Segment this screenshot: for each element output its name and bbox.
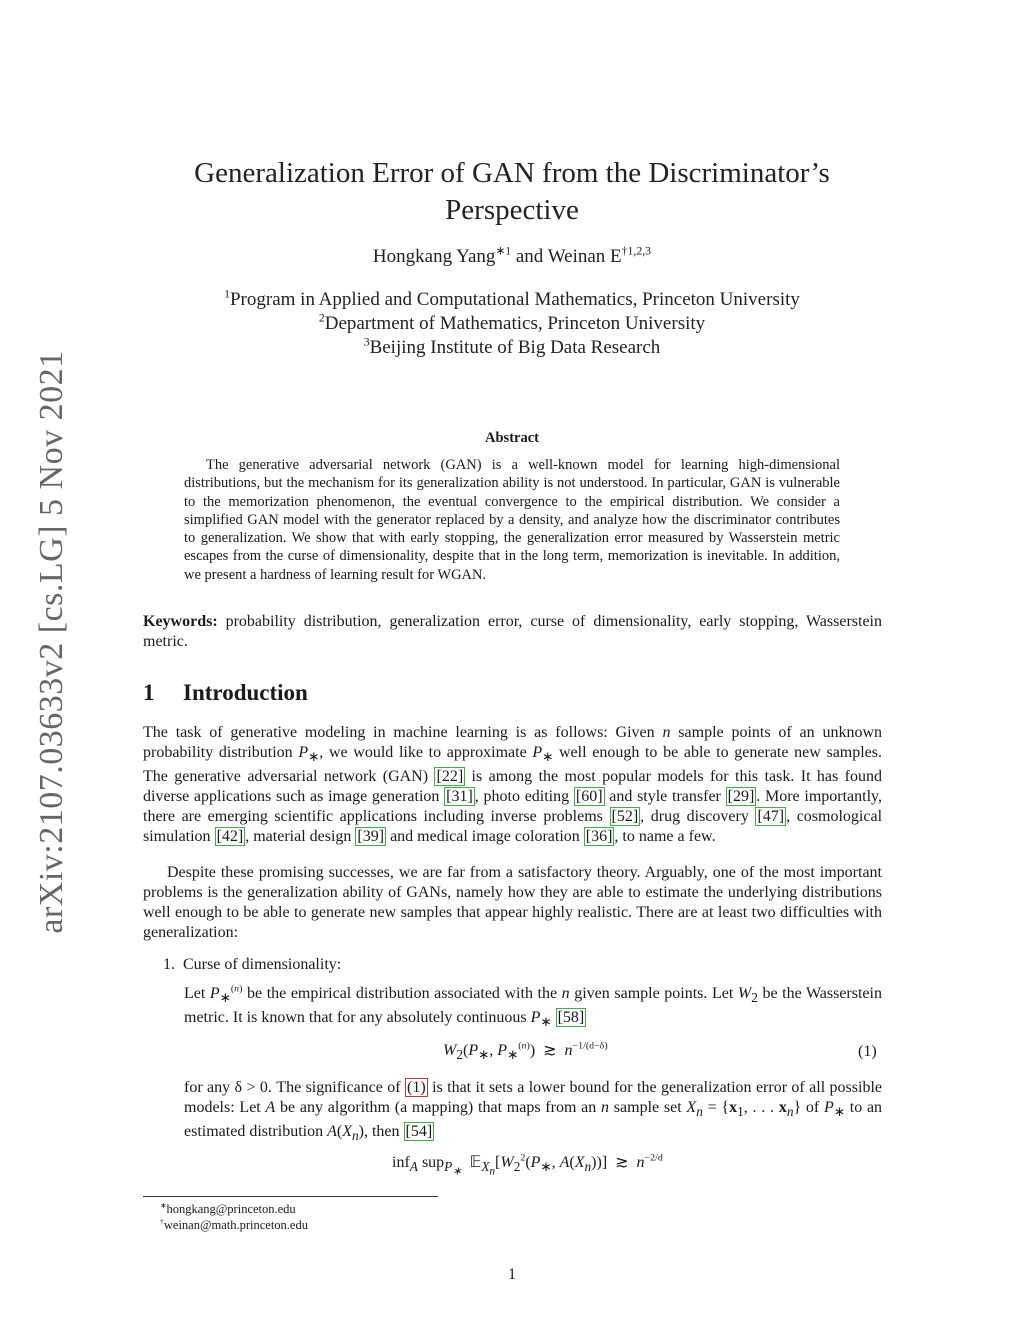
authors [160,246,864,268]
citation-link[interactable]: [22] [436,768,464,786]
list-item-heading: 1. Curse of dimensionality: [163,956,342,973]
keywords-text: probability distribution, generalization error, curse of dimensionality, early stopping, Wasserstein metric. [143,613,882,650]
citation-link[interactable]: [29] [727,788,755,806]
citation-link[interactable]: [47] [757,808,785,826]
arxiv-stamp: arXiv:2107.03633v2 [cs.LG] 5 Nov 2021 [33,350,70,934]
affil-text: Department of Mathematics, Princeton University [324,313,706,334]
affiliation [160,288,864,312]
citation-link[interactable]: [58] [557,1009,585,1027]
author-name: Hongkang Yang [372,246,496,267]
abstract-heading: Abstract [485,430,539,446]
section-heading [143,680,308,706]
affil-mark: 2 [318,311,325,325]
equation-ref-link[interactable]: (1) [407,1079,426,1096]
keywords-label: Keywords: [143,613,218,630]
list-item-paragraph-2: for any δ > 0. The significance of (1) is that it sets a lower bound for the generalization error of all possible models: Let A be any algorithm (a mapping) that maps from an n sample set $X_n = \{x_1$, . . . $x_n$} of $P_∗$ to an estimated distribution $A(X_n)$, then [54] [184,1079,883,1144]
list-item-paragraph-1: Let $P_∗^{(n)}$ be the empirical distribution associated with the n given sample points. Let $W_2$ be the Wasserstein metric. It is known that for any absolutely continuous $P_∗$ [58] [184,983,882,1030]
author-mark: †1,2,3 [621,244,652,258]
author-conj: and [511,246,548,267]
affil-mark: 1 [224,287,230,301]
affiliation [160,336,864,360]
citation-link[interactable]: [39] [357,828,385,846]
author-mark: ∗1 [495,244,512,258]
section-title: Introduction [183,680,308,705]
citation-link[interactable]: [42] [216,828,244,846]
intro-paragraph-2: Despite these promising successes, we are far from a satisfactory theory. Arguably, one of the most important problems is the generalization ability of GANs, namely how they are able to estimate the underlying distributions well enough to be able to generate new samples that appear highly realistic. There are at least two difficulties with generalization: [143,864,882,941]
paper-title: Generalization Error of GAN from the Discriminator’s Perspective [194,157,830,226]
footnote: †weinan@math.princeton.edu [160,1216,308,1232]
affil-mark: 3 [363,335,370,349]
affil-text: Program in Applied and Computational Mathematics, Princeton University [229,289,800,310]
citation-link[interactable]: [54] [405,1123,433,1141]
affil-text: Beijing Institute of Big Data Research [369,337,661,358]
footnotes [160,1201,308,1233]
equation-2: inf$_A$ sup$_{P_∗}$ $𝔼_{X_n}[W_2^2(P_∗$, $A(X_n)$)] ≳ $n^{-2/d}$ [392,1152,663,1178]
footnote-rule [143,1196,438,1197]
citation-link[interactable]: [52] [611,808,639,826]
equation-number: (1) [858,1043,877,1060]
author-name: Weinan E [547,246,622,267]
intro-paragraph-1: The task of generative modeling in machine learning is as follows: Given n sample points of an unknown probability distribution $P_∗$, we would like to approximate $P_∗$ well enough to be able to generate new samples. The generative adversarial network (GAN) [22] is among the most popular models for this task. It has found diverse applications such as image generation [31] , photo editing [60] and style transfer [29] . More importantly, there are emerging scientific applications including inverse problems [52] , drug discovery [47] , cosmological simulation [42] , material design [39] and medical image coloration [36] , to name a few. [143,724,883,846]
equation-1: $W_2(P_∗$, $P_∗^{(n)}$) ≳ $n^{-1/(d-\delta)}$ [443,1040,608,1063]
keywords [143,612,882,652]
page-number: 1 [508,1266,516,1283]
affiliations [160,288,864,360]
citation-link[interactable]: [31] [446,788,473,806]
abstract-text: The generative adversarial network (GAN) is a well-known model for learning high-dimensional distributions, but the mechanism for its generalization ability is not understood. In particular, GAN is vulnerable to the memorization phenomenon, the eventual convergence to the empirical distribution. We consider a simplified GAN model with the generator replaced by a density, and analyze how the discriminator contributes to generalization. We show that with early stopping, the generalization error measured by Wasserstein metric escapes from the curse of dimensionality, despite that in the long term, memorization is inevitable. In addition, we present a hardness of learning result for WGAN. [184,457,840,583]
citation-link[interactable]: [60] [575,788,603,806]
section-number: 1 [143,680,155,705]
citation-link[interactable]: [36] [585,828,613,846]
affiliation [160,312,864,336]
footnote: ∗hongkang@princeton.edu [160,1200,296,1216]
